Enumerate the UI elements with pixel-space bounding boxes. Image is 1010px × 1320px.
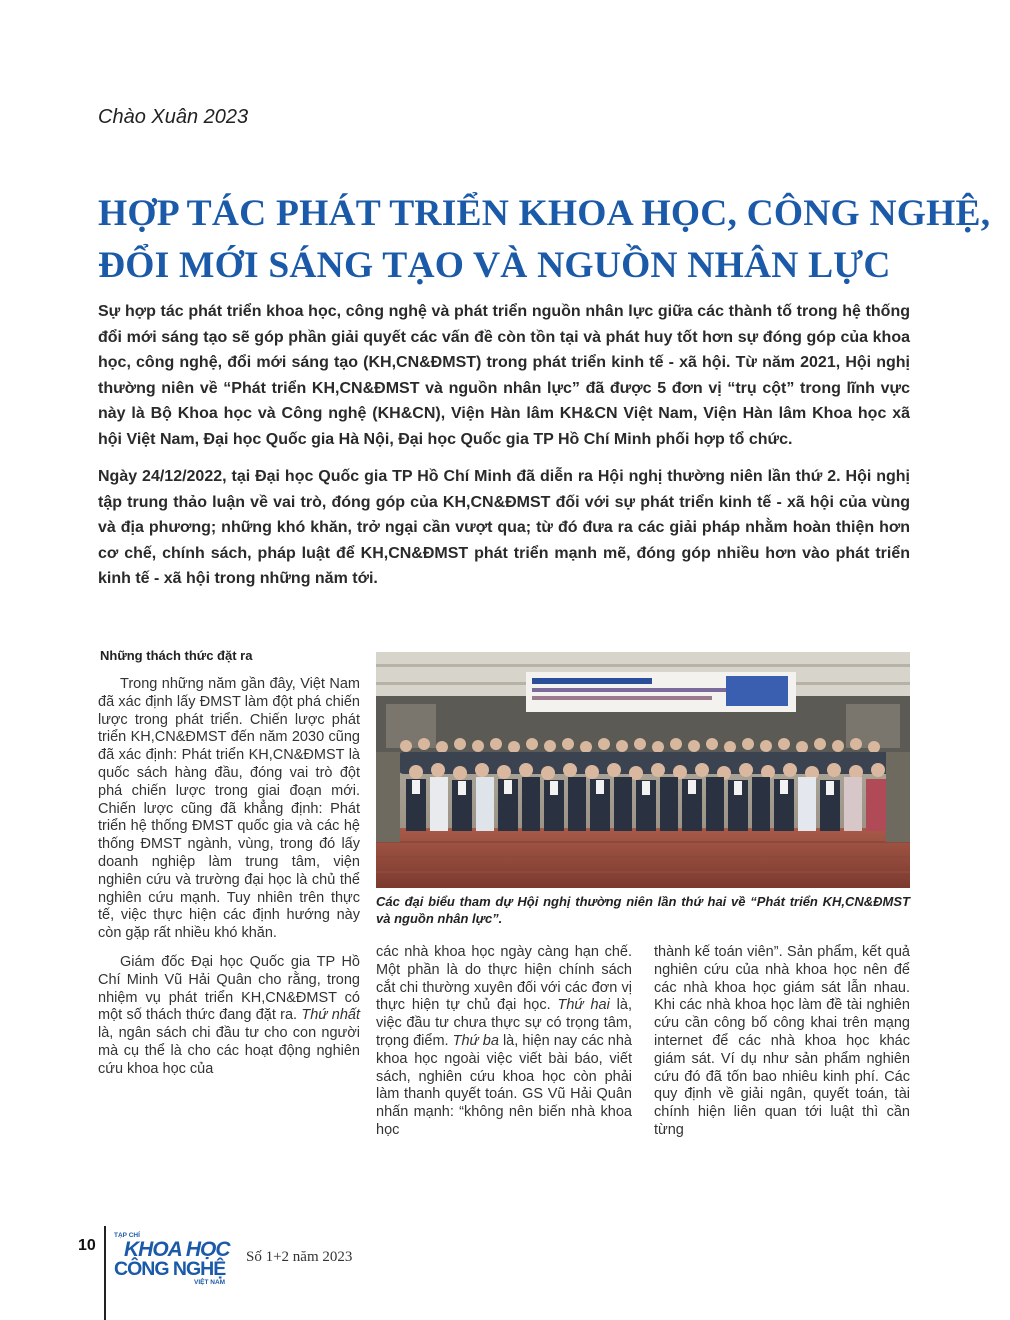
page-number: 10 — [78, 1237, 96, 1254]
body-column-2 — [376, 944, 632, 1151]
conference-group-photo — [376, 652, 910, 888]
body-paragraph: các nhà khoa học ngày càng hạn chế. Một phần là do thực hiện chính sách cắt chi thường xuyên đối với các đơn vị thực hiện tự chủ đại học. Thứ hai là, việc đầu tư chưa thực sự có trọng tâm, trọng điểm. Thứ ba là, hiện nay các nhà khoa học ngoài việc viết bài báo, viết sách, nghiên cứu khoa học còn phải làm thanh quyết toán. GS Vũ Hải Quân nhấn mạnh: “không nên biến nhà khoa học — [376, 944, 633, 1138]
logo-line-1: KHOA HỌC — [124, 1238, 230, 1261]
body-column-3 — [654, 944, 910, 1151]
headline-line-1: HỢP TÁC PHÁT TRIỂN KHOA HỌC, CÔNG NGHỆ, — [98, 193, 991, 234]
body-paragraph: Trong những năm gần đây, Việt Nam đã xác định lấy ĐMST làm đột phá chiến lược trong phát triển. Chiến lược phát triển KH,CN&ĐMST đến năm 2030 cũng đã xác định: Phát triển KH,CN&ĐMST là quốc sách hàng đầu, đóng vai trò đột phá chiến lược trong giai đoạn mới. Chiến lược cũng đã khẳng định: Phát triển hệ thống ĐMST quốc gia và các hệ thống ĐMST ngành, vùng, trong đó lấy doanh nghiệp làm trung tâm, viện nghiên cứu và trường đại học là chủ thể nghiên cứu mạnh. Tuy nhiên trên thực tế, việc thực hiện các định hướng này còn gặp rất nhiều khó khăn. — [98, 676, 360, 942]
body-column-1 — [98, 676, 360, 1090]
section-subhead: Những thách thức đặt ra — [100, 648, 253, 663]
headline-line-2: ĐỔI MỚI SÁNG TẠO VÀ NGUỒN NHÂN LỰC — [98, 245, 891, 286]
article-lede — [98, 299, 910, 604]
body-paragraph: thành kế toán viên”. Sản phẩm, kết quả nghiên cứu của nhà khoa học nên để các nhà khoa học giám sát lẫn nhau. Khi các nhà khoa học làm đề tài nghiên cứu cần công bố công khai trên mạng internet để các nhà khoa học khác giám sát. Ví dụ như sản phẩm nghiên cứu đó đã tốn bao nhiêu kinh phí. Các quy định về giải ngân, quyết toán, tài chính hiện liên quan tới luật thì cần từng — [654, 944, 910, 1138]
logo-bottom-text: VIỆT NAM — [194, 1279, 226, 1286]
lede-paragraph-1: Sự hợp tác phát triển khoa học, công nghệ và phát triển nguồn nhân lực giữa các thành tố trong hệ thống đổi mới sáng tạo sẽ góp phần giải quyết các vấn đề còn tồn tại và phát huy tốt hơn sự đóng góp của khoa học, công nghệ, đổi mới sáng tạo (KH,CN&ĐMST) trong phát triển kinh tế - xã hội. Từ năm 2021, Hội nghị thường niên về “Phát triển KH,CN&ĐMST và nguồn nhân lực” đã được 5 đơn vị “trụ cột” trong lĩnh vực này là Bộ Khoa học và Công nghệ (KH&CN), Viện Hàn lâm KH&CN Việt Nam, Viện Hàn lâm Khoa học xã hội Việt Nam, Đại học Quốc gia Hà Nội, Đại học Quốc gia TP Hồ Chí Minh phối hợp tổ chức. — [98, 303, 910, 448]
logo-top-text: TẠP CHÍ — [114, 1232, 140, 1239]
magazine-logo — [112, 1228, 242, 1286]
article-headline — [98, 188, 991, 292]
section-label: Chào Xuân 2023 — [98, 106, 249, 128]
issue-label: Số 1+2 năm 2023 — [246, 1249, 353, 1265]
photo-caption: Các đại biểu tham dự Hội nghị thường niên lần thứ hai về “Phát triển KH,CN&ĐMST và nguồn nhân lực”. — [376, 894, 910, 926]
logo-line-2: CÔNG NGHỆ — [114, 1258, 226, 1280]
footer-divider — [104, 1226, 106, 1320]
body-paragraph: Giám đốc Đại học Quốc gia TP Hồ Chí Minh Vũ Hải Quân cho rằng, trong nhiệm vụ phát triển KH,CN&ĐMST có một số thách thức đang đặt ra. Thứ nhất là, ngân sách chi đầu tư cho con người mà cụ thể là cho các hoạt động nghiên cứu khoa học của — [98, 953, 360, 1077]
lede-paragraph-2: Ngày 24/12/2022, tại Đại học Quốc gia TP Hồ Chí Minh đã diễn ra Hội nghị thường niên lần thứ 2. Hội nghị tập trung thảo luận về vai trò, đóng góp của KH,CN&ĐMST đối với sự phát triển kinh tế - xã hội của vùng và địa phương; những khó khăn, trở ngại cần vượt qua; từ đó đưa ra các giải pháp nhằm hoàn thiện hơn cơ chế, chính sách, pháp luật để KH,CN&ĐMST phát triển mạnh mẽ, đóng góp nhiều hơn vào phát triển kinh tế - xã hội trong những năm tới. — [98, 468, 910, 587]
